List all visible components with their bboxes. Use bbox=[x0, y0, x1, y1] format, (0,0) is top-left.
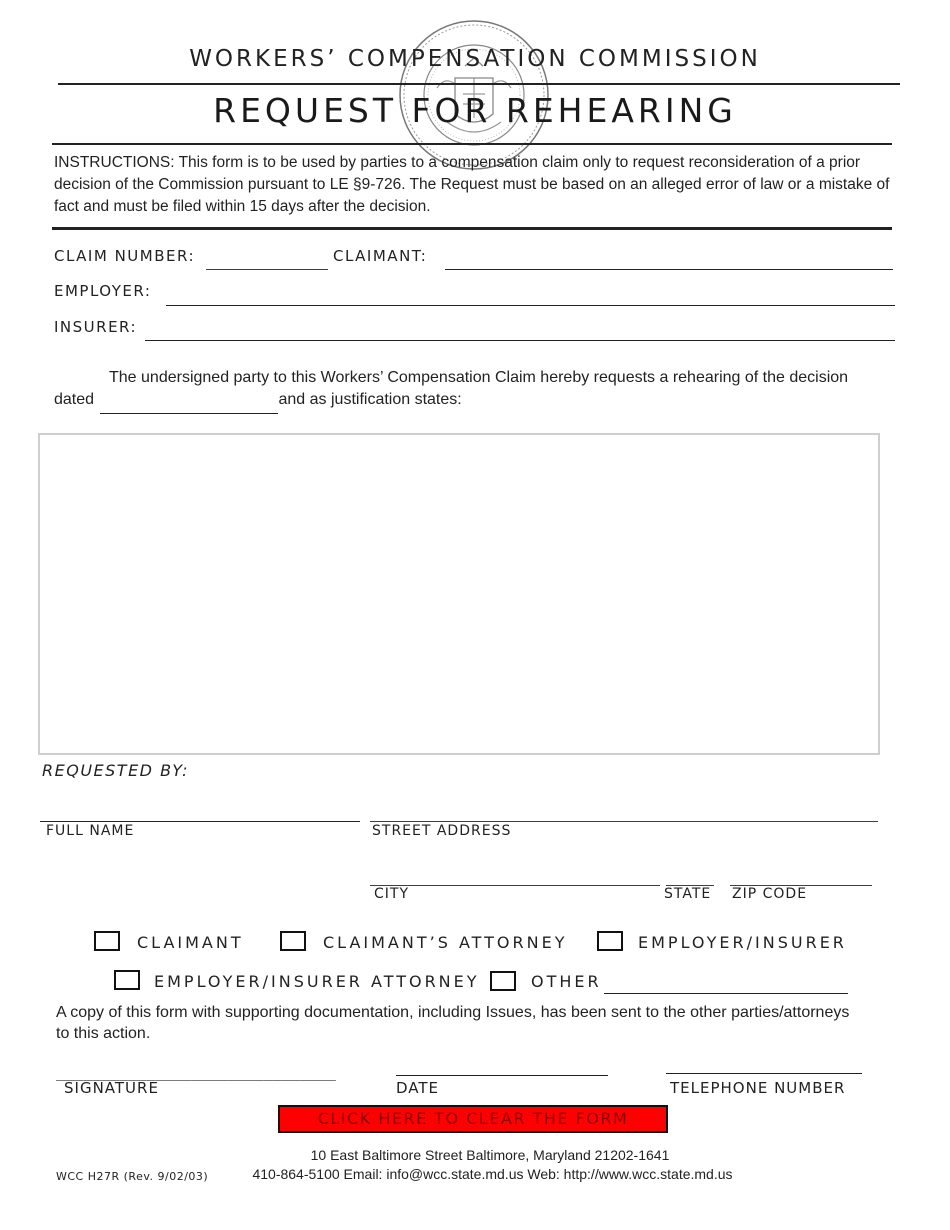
claim-number-input[interactable] bbox=[206, 248, 330, 268]
other-input[interactable] bbox=[606, 971, 850, 991]
insurer-underline bbox=[145, 340, 895, 341]
telephone-input[interactable] bbox=[668, 1053, 864, 1073]
signature-label: SIGNATURE bbox=[64, 1079, 159, 1097]
signature-date-underline bbox=[396, 1075, 608, 1076]
employer-underline bbox=[166, 305, 895, 306]
employer-input[interactable] bbox=[166, 284, 897, 304]
claimant-label: CLAIMANT: bbox=[333, 247, 428, 265]
signature-date-label: DATE bbox=[396, 1079, 440, 1097]
other-checkbox-label: OTHER bbox=[531, 972, 602, 991]
full-name-label: FULL NAME bbox=[46, 823, 135, 839]
claimant-checkbox-label: CLAIMANT bbox=[137, 933, 244, 952]
clear-form-button[interactable]: CLICK HERE TO CLEAR THE FORM bbox=[278, 1105, 668, 1133]
signature-line: _______________________________ bbox=[56, 1063, 336, 1081]
claimant-underline bbox=[445, 269, 893, 270]
employer-label: EMPLOYER: bbox=[54, 282, 152, 300]
requested-by-heading: REQUESTED BY: bbox=[42, 761, 190, 780]
claimants-attorney-checkbox-label: CLAIMANT’S ATTORNEY bbox=[323, 933, 568, 952]
claimant-checkbox[interactable] bbox=[94, 931, 120, 951]
other-underline bbox=[604, 993, 848, 994]
request-sentence: The undersigned party to this Workers’ Compensation Claim hereby requests a rehearing of the decision bbox=[109, 369, 849, 386]
street-address-input[interactable] bbox=[372, 798, 880, 818]
full-name-input[interactable] bbox=[42, 798, 362, 818]
city-underline bbox=[370, 885, 660, 886]
state-input[interactable] bbox=[666, 863, 716, 883]
claim-number-underline bbox=[206, 269, 328, 270]
telephone-label: TELEPHONE NUMBER bbox=[670, 1079, 846, 1097]
footer-address: 10 East Baltimore Street Baltimore, Maryland 21202-1641 bbox=[310, 1147, 670, 1163]
other-checkbox[interactable] bbox=[490, 971, 516, 991]
instructions-top-rule bbox=[52, 143, 892, 145]
employer-insurer-checkbox[interactable] bbox=[597, 931, 623, 951]
employer-insurer-attorney-checkbox-label: EMPLOYER/INSURER ATTORNEY bbox=[154, 972, 480, 991]
instructions-text: INSTRUCTIONS: This form is to be used by parties to a compensation claim only to request reconsideration of a prior decision of the Commission pursuant to LE §9-726. The Request must be based on an alleged error of law or a mistake of fact and must be filed within 15 days after the decision. bbox=[54, 154, 890, 215]
state-label: STATE bbox=[664, 886, 712, 902]
insurer-input[interactable] bbox=[145, 319, 897, 339]
street-address-label: STREET ADDRESS bbox=[372, 823, 512, 839]
employer-insurer-checkbox-label: EMPLOYER/INSURER bbox=[638, 933, 847, 952]
claimants-attorney-checkbox[interactable] bbox=[280, 931, 306, 951]
justification-label: and as justification states: bbox=[278, 391, 462, 408]
zip-code-input[interactable] bbox=[732, 863, 874, 883]
employer-insurer-attorney-checkbox[interactable] bbox=[114, 970, 140, 990]
agency-name: WORKERS’ COMPENSATION COMMISSION bbox=[189, 46, 761, 72]
justification-textarea[interactable] bbox=[38, 433, 880, 755]
claimant-input[interactable] bbox=[445, 248, 895, 268]
form-code: WCC H27R (Rev. 9/02/03) bbox=[56, 1170, 209, 1183]
zip-code-label: ZIP CODE bbox=[732, 886, 808, 902]
footer-contact: 410-864-5100 Email: info@wcc.state.md.us Web: http://www.wcc.state.md.us bbox=[252, 1166, 733, 1182]
telephone-underline bbox=[666, 1073, 862, 1074]
insurer-label: INSURER: bbox=[54, 318, 138, 336]
header-rule bbox=[58, 83, 900, 85]
claim-number-label: CLAIM NUMBER: bbox=[54, 247, 195, 265]
dated-label: dated bbox=[54, 391, 95, 408]
decision-date-input[interactable] bbox=[100, 392, 280, 412]
city-label: CITY bbox=[374, 886, 410, 902]
page-title: REQUEST FOR REHEARING bbox=[213, 91, 737, 130]
copy-note: A copy of this form with supporting documentation, including Issues, has been sent to the other parties/attorneys to this action. bbox=[56, 1004, 850, 1042]
signature-date-input[interactable] bbox=[398, 1053, 608, 1073]
decision-date-underline bbox=[100, 413, 278, 414]
street-address-underline bbox=[370, 821, 878, 822]
city-input[interactable] bbox=[372, 863, 661, 883]
full-name-underline bbox=[40, 821, 360, 822]
instructions-bottom-rule bbox=[52, 227, 892, 230]
